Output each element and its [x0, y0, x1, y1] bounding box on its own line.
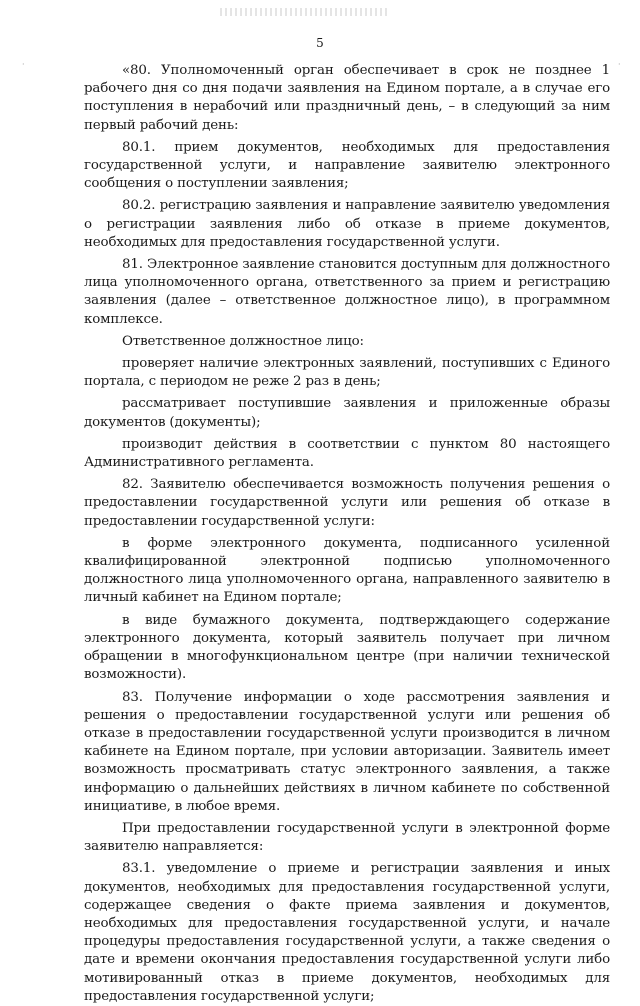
paragraph-83: 83. Получение информации о ходе рассмотрения заявления и решения о предоставлении государственной услуги или решения об отказе в предоставлении государственной услуги производится в личном кабинете на Едином портале, при условии авторизации. Заявитель имеет возможность просматривать статус электронного заявления, а также информацию о дальнейших действиях в личном кабинете по собственной инициативе, в любое время.: [84, 689, 610, 814]
page-number: 5: [316, 36, 324, 50]
paragraph-performs: производит действия в соответствии с пунктом 80 настоящего Административного регламента.: [84, 436, 610, 471]
paragraph-reviews: рассматривает поступившие заявления и приложенные образы документов (документы);: [84, 396, 610, 430]
paragraph-82: 82. Заявителю обеспечивается возможность получения решения о предоставлении государственной услуги или решения об отказе в предоставлении государственной услуги:: [84, 477, 610, 529]
document-body: [84, 62, 610, 1006]
paragraph-80: «80. Уполномоченный орган обеспечивает в срок не позднее 1 рабочего дня со дня подачи заявления на Едином портале, а в случае его поступления в нерабочий или праздничный день, – в следующий за ним первый рабочий день:: [84, 63, 610, 133]
scan-artifact: [220, 8, 390, 16]
paragraph-responsible-person: Ответственное должностное лицо:: [122, 333, 364, 349]
paragraph-notification-intro: При предоставлении государственной услуги в электронной форме заявителю направляется:: [84, 820, 610, 855]
margin-mark: ·: [22, 60, 25, 69]
paragraph-electronic-form: в форме электронного документа, подписанного усиленной квалифицированной электронной подписью уполномоченного должностного лица уполномоченного органа, направленного заявителю в личный кабинет на Едином портале;: [84, 535, 610, 606]
paragraph-81: 81. Электронное заявление становится доступным для должностного лица уполномоченного органа, ответственного за прием и регистрацию заявления (далее – ответственное должностное лицо), в программном комплексе.: [84, 257, 610, 327]
paragraph-83-1: 83.1. уведомление о приеме и регистрации заявления и иных документов, необходимых для предоставления государственной услуги, содержащее сведения о факте приема заявления и документов, необходимых для предоставления государственной услуги, и начале процедуры предоставления государственной услуги, а также сведения о дате и времени окончания предоставления государственной услуги либо мотивированный отказ в приеме документов, необходимых для предоставления государственной услуги;: [84, 861, 610, 1004]
paragraph-80-1: 80.1. прием документов, необходимых для предоставления государственной услуги, и направление заявителю электронного сообщения о поступлении заявления;: [84, 139, 610, 192]
paragraph-paper-form: в виде бумажного документа, подтверждающего содержание электронного документа, который заявитель получает при личном обращении в многофункциональном центре (при наличии технической возможности).: [84, 612, 610, 683]
paragraph-80-2: 80.2. регистрацию заявления и направление заявителю уведомления о регистрации заявления либо об отказе в приеме документов, необходимых для предоставления государственной услуги.: [84, 198, 610, 250]
margin-mark: ·: [618, 60, 621, 69]
paragraph-checks: проверяет наличие электронных заявлений, поступивших с Единого портала, с периодом не реже 2 раз в день;: [84, 356, 610, 390]
